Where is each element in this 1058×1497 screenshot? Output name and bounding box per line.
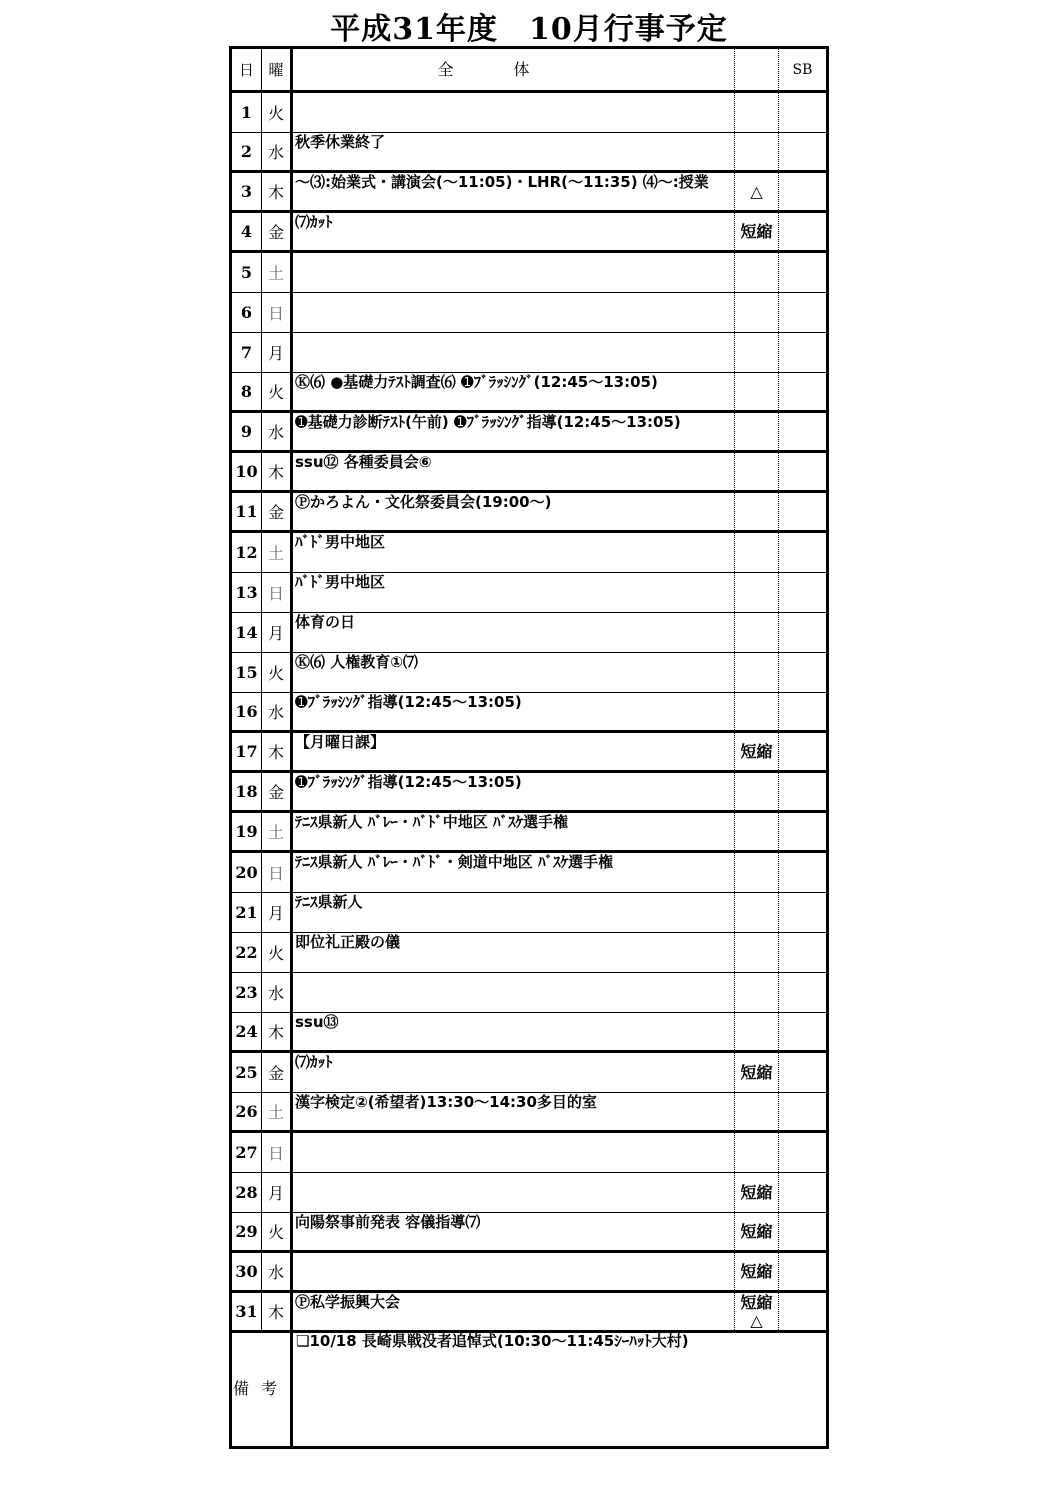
day-number: 23 xyxy=(232,973,262,1012)
day-sb xyxy=(779,1093,826,1130)
day-sb xyxy=(779,1293,826,1330)
day-mark xyxy=(735,893,779,932)
day-number: 1 xyxy=(232,93,262,132)
day-number: 24 xyxy=(232,1013,262,1050)
day-of-week: 月 xyxy=(262,893,293,932)
day-of-week: 日 xyxy=(262,293,293,332)
day-number: 25 xyxy=(232,1053,262,1092)
day-of-week: 火 xyxy=(262,653,293,692)
day-number: 3 xyxy=(232,173,262,210)
day-sb xyxy=(779,1253,826,1290)
table-row xyxy=(232,1093,826,1133)
table-row xyxy=(232,333,826,373)
day-event: 即位礼正殿の儀 xyxy=(293,933,735,972)
day-number: 29 xyxy=(232,1213,262,1250)
day-event: ﾊﾞﾄﾞ男中地区 xyxy=(293,573,735,612)
day-mark xyxy=(735,693,779,730)
day-of-week: 木 xyxy=(262,1293,293,1330)
day-event: 向陽祭事前発表 容儀指導⑺ xyxy=(293,1213,735,1250)
day-mark xyxy=(735,933,779,972)
day-sb xyxy=(779,613,826,652)
day-number: 27 xyxy=(232,1133,262,1172)
table-row xyxy=(232,373,826,413)
day-event: 漢字検定②(希望者)13:30～14:30多目的室 xyxy=(293,1093,735,1130)
table-row xyxy=(232,573,826,613)
table-row xyxy=(232,1253,826,1293)
day-mark xyxy=(735,533,779,572)
day-of-week: 金 xyxy=(262,213,293,250)
day-of-week: 木 xyxy=(262,173,293,210)
day-of-week: 月 xyxy=(262,1173,293,1212)
day-mark xyxy=(735,493,779,530)
day-number: 20 xyxy=(232,853,262,892)
table-row xyxy=(232,773,826,813)
day-mark xyxy=(735,333,779,372)
day-mark: 短縮 xyxy=(735,733,779,770)
day-sb xyxy=(779,173,826,210)
table-row xyxy=(232,1173,826,1213)
day-number: 31 xyxy=(232,1293,262,1330)
day-number: 12 xyxy=(232,533,262,572)
day-mark xyxy=(735,93,779,132)
day-event: ssu⑫ 各種委員会⑥ xyxy=(293,453,735,490)
page-title: 平成31年度 10月行事予定 xyxy=(330,12,728,47)
day-mark xyxy=(735,293,779,332)
day-number: 18 xyxy=(232,773,262,810)
day-of-week: 月 xyxy=(262,613,293,652)
day-mark: 短縮 xyxy=(735,213,779,250)
schedule-table xyxy=(229,46,829,1449)
day-mark xyxy=(735,253,779,292)
table-row xyxy=(232,1133,826,1173)
day-of-week: 木 xyxy=(262,733,293,770)
day-number: 21 xyxy=(232,893,262,932)
day-of-week: 日 xyxy=(262,1133,293,1172)
table-row xyxy=(232,693,826,733)
table-row xyxy=(232,253,826,293)
day-number: 4 xyxy=(232,213,262,250)
day-event xyxy=(293,1133,735,1172)
day-sb xyxy=(779,893,826,932)
remarks-row xyxy=(232,1328,826,1446)
day-event: 秋季休業終了 xyxy=(293,133,735,170)
day-of-week: 月 xyxy=(262,333,293,372)
table-row xyxy=(232,973,826,1013)
table-row xyxy=(232,413,826,453)
day-sb xyxy=(779,573,826,612)
day-of-week: 水 xyxy=(262,413,293,450)
day-sb xyxy=(779,533,826,572)
day-event xyxy=(293,253,735,292)
table-row xyxy=(232,733,826,773)
day-mark xyxy=(735,853,779,892)
day-of-week: 日 xyxy=(262,573,293,612)
day-of-week: 火 xyxy=(262,373,293,410)
day-mark: 短縮 xyxy=(735,1253,779,1290)
day-sb xyxy=(779,133,826,170)
day-mark: 短縮 △ xyxy=(735,1293,779,1330)
day-number: 28 xyxy=(232,1173,262,1212)
day-event xyxy=(293,333,735,372)
day-of-week: 水 xyxy=(262,973,293,1012)
day-sb xyxy=(779,213,826,250)
day-sb xyxy=(779,333,826,372)
day-mark xyxy=(735,1133,779,1172)
table-row xyxy=(232,613,826,653)
day-event: ﾃﾆｽ県新人 ﾊﾞﾚｰ・ﾊﾞﾄﾞ中地区 ﾊﾞｽｹ選手権 xyxy=(293,813,735,850)
day-event: ～⑶:始業式・講演会(～11:05)・LHR(～11:35) ⑷～:授業 xyxy=(293,173,735,210)
table-row xyxy=(232,533,826,573)
table-row xyxy=(232,213,826,253)
day-mark xyxy=(735,773,779,810)
header-all: 全体 xyxy=(293,49,735,90)
day-event: 体育の日 xyxy=(293,613,735,652)
day-mark: 短縮 xyxy=(735,1173,779,1212)
day-sb xyxy=(779,413,826,450)
day-mark xyxy=(735,573,779,612)
day-of-week: 木 xyxy=(262,1013,293,1050)
day-sb xyxy=(779,253,826,292)
day-event: ➊ﾌﾞﾗｯｼﾝｸﾞ指導(12:45～13:05) xyxy=(293,773,735,810)
day-mark xyxy=(735,1093,779,1130)
table-row xyxy=(232,653,826,693)
day-event xyxy=(293,1173,735,1212)
table-row xyxy=(232,93,826,133)
day-event: ﾊﾞﾄﾞ男中地区 xyxy=(293,533,735,572)
day-of-week: 土 xyxy=(262,1093,293,1130)
day-event: Ⓚ⑹ ●基礎力ﾃｽﾄ調査⑹ ➊ﾌﾞﾗｯｼﾝｸﾞ(12:45～13:05) xyxy=(293,373,735,410)
day-of-week: 木 xyxy=(262,453,293,490)
table-row xyxy=(232,293,826,333)
table-row xyxy=(232,1213,826,1253)
table-row xyxy=(232,173,826,213)
day-number: 15 xyxy=(232,653,262,692)
table-row xyxy=(232,933,826,973)
day-number: 5 xyxy=(232,253,262,292)
day-sb xyxy=(779,773,826,810)
table-row xyxy=(232,893,826,933)
day-mark: 短縮 xyxy=(735,1213,779,1250)
table-row xyxy=(232,1013,826,1053)
day-number: 9 xyxy=(232,413,262,450)
table-row xyxy=(232,813,826,853)
header-sb: SB xyxy=(792,61,813,78)
day-sb xyxy=(779,1053,826,1092)
day-sb xyxy=(779,453,826,490)
day-sb xyxy=(779,93,826,132)
table-row xyxy=(232,453,826,493)
day-of-week: 土 xyxy=(262,533,293,572)
day-of-week: 火 xyxy=(262,93,293,132)
day-event: ⑺ｶｯﾄ xyxy=(293,213,735,250)
day-sb xyxy=(779,373,826,410)
day-of-week: 水 xyxy=(262,1253,293,1290)
day-mark xyxy=(735,453,779,490)
day-of-week: 金 xyxy=(262,773,293,810)
day-sb xyxy=(779,973,826,1012)
day-number: 22 xyxy=(232,933,262,972)
remarks-text: ❏10/18 長崎県戦没者追悼式(10:30～11:45ｼｰﾊｯﾄ大村) xyxy=(296,1332,689,1350)
table-header xyxy=(232,49,826,93)
header-dow: 曜 xyxy=(262,49,293,90)
remarks-label: 備考 xyxy=(232,1328,293,1446)
day-number: 19 xyxy=(232,813,262,850)
day-sb xyxy=(779,493,826,530)
day-event xyxy=(293,1253,735,1290)
day-mark xyxy=(735,413,779,450)
day-sb xyxy=(779,693,826,730)
table-row xyxy=(232,493,826,533)
day-sb xyxy=(779,293,826,332)
day-sb xyxy=(779,1173,826,1212)
day-of-week: 日 xyxy=(262,853,293,892)
day-event: ⑺ｶｯﾄ xyxy=(293,1053,735,1092)
day-mark xyxy=(735,133,779,170)
day-mark xyxy=(735,1013,779,1050)
day-number: 8 xyxy=(232,373,262,410)
day-of-week: 金 xyxy=(262,1053,293,1092)
day-event xyxy=(293,93,735,132)
day-of-week: 水 xyxy=(262,693,293,730)
day-number: 6 xyxy=(232,293,262,332)
day-of-week: 土 xyxy=(262,813,293,850)
day-mark xyxy=(735,653,779,692)
day-event: ﾃﾆｽ県新人 xyxy=(293,893,735,932)
day-sb xyxy=(779,733,826,770)
day-event xyxy=(293,293,735,332)
day-event: Ⓟかろよん・文化祭委員会(19:00～) xyxy=(293,493,735,530)
table-row xyxy=(232,1293,826,1333)
day-mark: △ xyxy=(735,173,779,210)
day-number: 2 xyxy=(232,133,262,170)
day-of-week: 火 xyxy=(262,933,293,972)
day-sb xyxy=(779,853,826,892)
day-number: 30 xyxy=(232,1253,262,1290)
day-number: 26 xyxy=(232,1093,262,1130)
day-sb xyxy=(779,653,826,692)
day-event: ➊基礎力診断ﾃｽﾄ(午前) ➊ﾌﾞﾗｯｼﾝｸﾞ指導(12:45～13:05) xyxy=(293,413,735,450)
day-sb xyxy=(779,1013,826,1050)
day-sb xyxy=(779,813,826,850)
day-of-week: 土 xyxy=(262,253,293,292)
day-event: Ⓟ私学振興大会 xyxy=(293,1293,735,1330)
day-mark xyxy=(735,973,779,1012)
table-row xyxy=(232,133,826,173)
day-event: 【月曜日課】 xyxy=(293,733,735,770)
header-mark xyxy=(735,49,779,90)
day-mark: 短縮 xyxy=(735,1053,779,1092)
table-row xyxy=(232,853,826,893)
day-number: 16 xyxy=(232,693,262,730)
day-number: 10 xyxy=(232,453,262,490)
header-date: 日 xyxy=(232,49,262,90)
day-of-week: 金 xyxy=(262,493,293,530)
day-event: ssu⑬ xyxy=(293,1013,735,1050)
day-of-week: 火 xyxy=(262,1213,293,1250)
day-event: Ⓚ⑹ 人権教育①⑺ xyxy=(293,653,735,692)
day-event xyxy=(293,973,735,1012)
day-number: 13 xyxy=(232,573,262,612)
day-mark xyxy=(735,613,779,652)
day-event: ﾃﾆｽ県新人 ﾊﾞﾚｰ・ﾊﾞﾄﾞ・剣道中地区 ﾊﾞｽｹ選手権 xyxy=(293,853,735,892)
day-number: 7 xyxy=(232,333,262,372)
day-number: 17 xyxy=(232,733,262,770)
table-row xyxy=(232,1053,826,1093)
day-sb xyxy=(779,1133,826,1172)
day-number: 14 xyxy=(232,613,262,652)
day-event: ➊ﾌﾞﾗｯｼﾝｸﾞ指導(12:45～13:05) xyxy=(293,693,735,730)
day-mark xyxy=(735,813,779,850)
day-sb xyxy=(779,933,826,972)
day-mark xyxy=(735,373,779,410)
day-sb xyxy=(779,1213,826,1250)
day-number: 11 xyxy=(232,493,262,530)
day-of-week: 水 xyxy=(262,133,293,170)
